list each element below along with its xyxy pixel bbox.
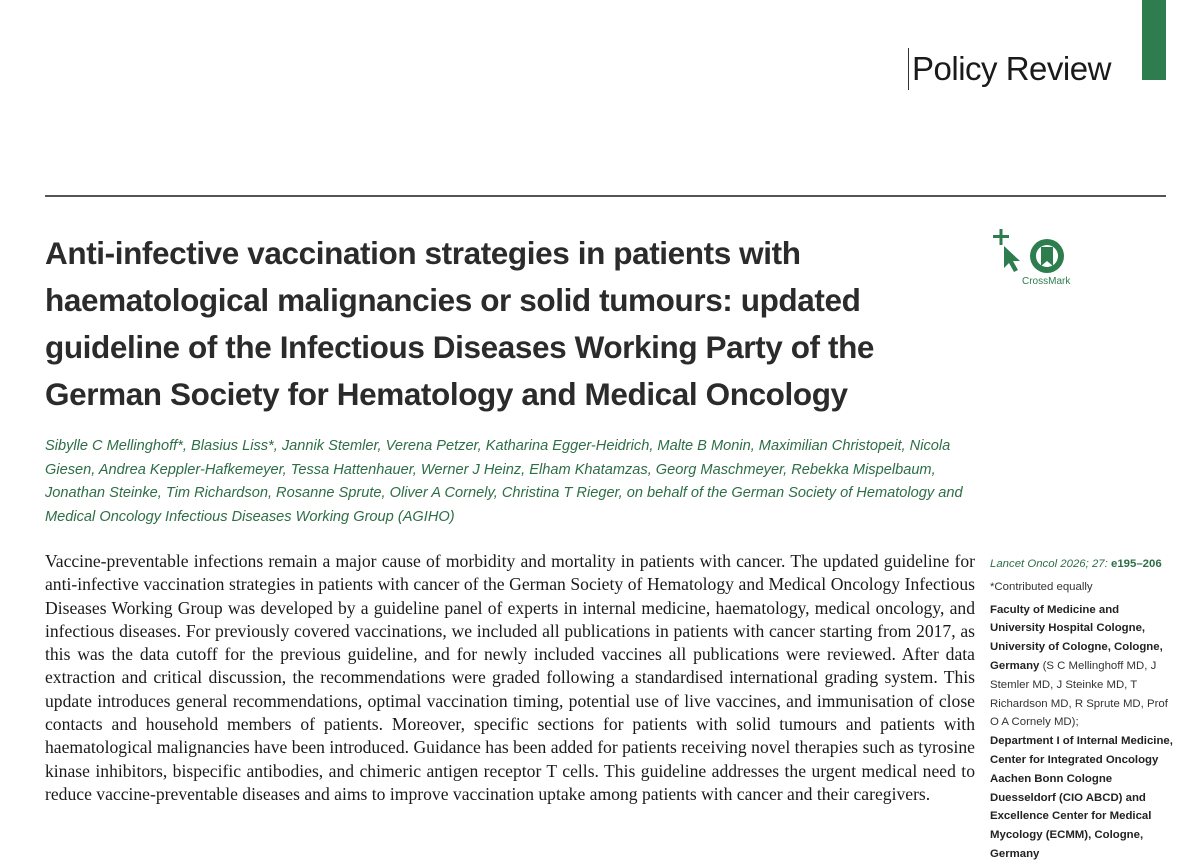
section-color-tab <box>1142 0 1166 80</box>
affiliation-2 <box>990 732 1175 864</box>
citation[interactable] <box>990 555 1175 574</box>
citation-pages: e195–206 <box>1110 558 1162 570</box>
citation-year: 2026; 27: <box>1060 558 1108 570</box>
section-label: Policy Review <box>912 50 1111 87</box>
affiliation-2-institution: Department I of Internal Medicine, Center for Integrated Oncology Aachen Bonn Cologne Duesseldorf (CIO ABCD) and Excellence Center for Medical Mycology (ECMM), Cologne, Germany <box>990 735 1173 860</box>
affiliation-1 <box>990 601 1175 733</box>
article-sidebar <box>990 555 1175 864</box>
affiliation-1-institution: Faculty of Medicine and University Hospital Cologne, University of Cologne, Cologne, Germany <box>990 603 1163 672</box>
contributed-note: *Contributed equally <box>990 580 1093 593</box>
abstract-text: Vaccine-preventable infections remain a major cause of morbidity and mortality in patients with cancer. The updated guideline for anti-infective vaccination strategies in patients with cancer of the German Society of Hematology and Medical Oncology Infectious Diseases Working Group was developed by a guideline panel of experts in internal medicine, haematology, medical oncology, and infectious diseases. For previously covered vaccinations, we included all publications in patients with cancer starting from 2017, as this was the data cutoff for the previous guideline, and for newly included vaccines all publications were reviewed. After data extraction and critical discussion, the recommendations were graded following a standardised international grading system. This update introduces general recommendations, optimal vaccination timing, potential use of live vaccines, and immunisation of close contacts and household members of patients. Moreover, specific sections for patients with solid tumours and patients with haematological malignancies have been introduced. Guidance has been added for patients receiving novel therapies such as tyrosine kinase inhibitors, bispecific antibodies, and chimeric antigen receptor T cells. This guideline addresses the urgent medical need to reduce vaccine-preventable diseases and aims to improve vaccination uptake among patients with cancer and their caregivers. <box>45 551 975 804</box>
bookmark-circle-icon <box>1030 239 1064 273</box>
cursor-arrow-icon <box>1004 246 1020 272</box>
article-title: Anti-infective vaccination strategies in patients with haematological malignancies or solid tumours: updated guideline of the Infectious Diseases Working Party of the German Society for Hematology and Medical Oncology <box>45 235 875 412</box>
header-rule <box>45 195 1166 197</box>
author-list: Sibylle C Mellinghoff*, Blasius Liss*, Jannik Stemler, Verena Petzer, Katharina Egger-Heidrich, Malte B Monin, Maximilian Christopeit, Nicola Giesen, Andrea Keppler-Hafkemeyer, Tessa Hattenhauer, Werner J Heinz, Elham Khatamzas, Georg Maschmeyer, Rebekka Mispelbaum, Jonathan Steinke, Tim Richardson, Rosanne Sprute, Oliver A Cornely, Christina T Rieger, on behalf of the German Society of Hematology and Medical Oncology Infectious Diseases Working Group (AGIHO) <box>45 438 963 525</box>
section-divider <box>908 48 909 90</box>
plus-icon <box>993 229 1009 245</box>
crossmark-label[interactable]: CrossMark <box>1022 276 1071 287</box>
citation-journal: Lancet Oncol <box>990 558 1058 570</box>
affiliation-1-authors: (S C Mellinghoff MD, J Stemler MD, J Steinke MD, T Richardson MD, R Sprute MD, Prof O A Cornely MD); <box>990 659 1168 729</box>
